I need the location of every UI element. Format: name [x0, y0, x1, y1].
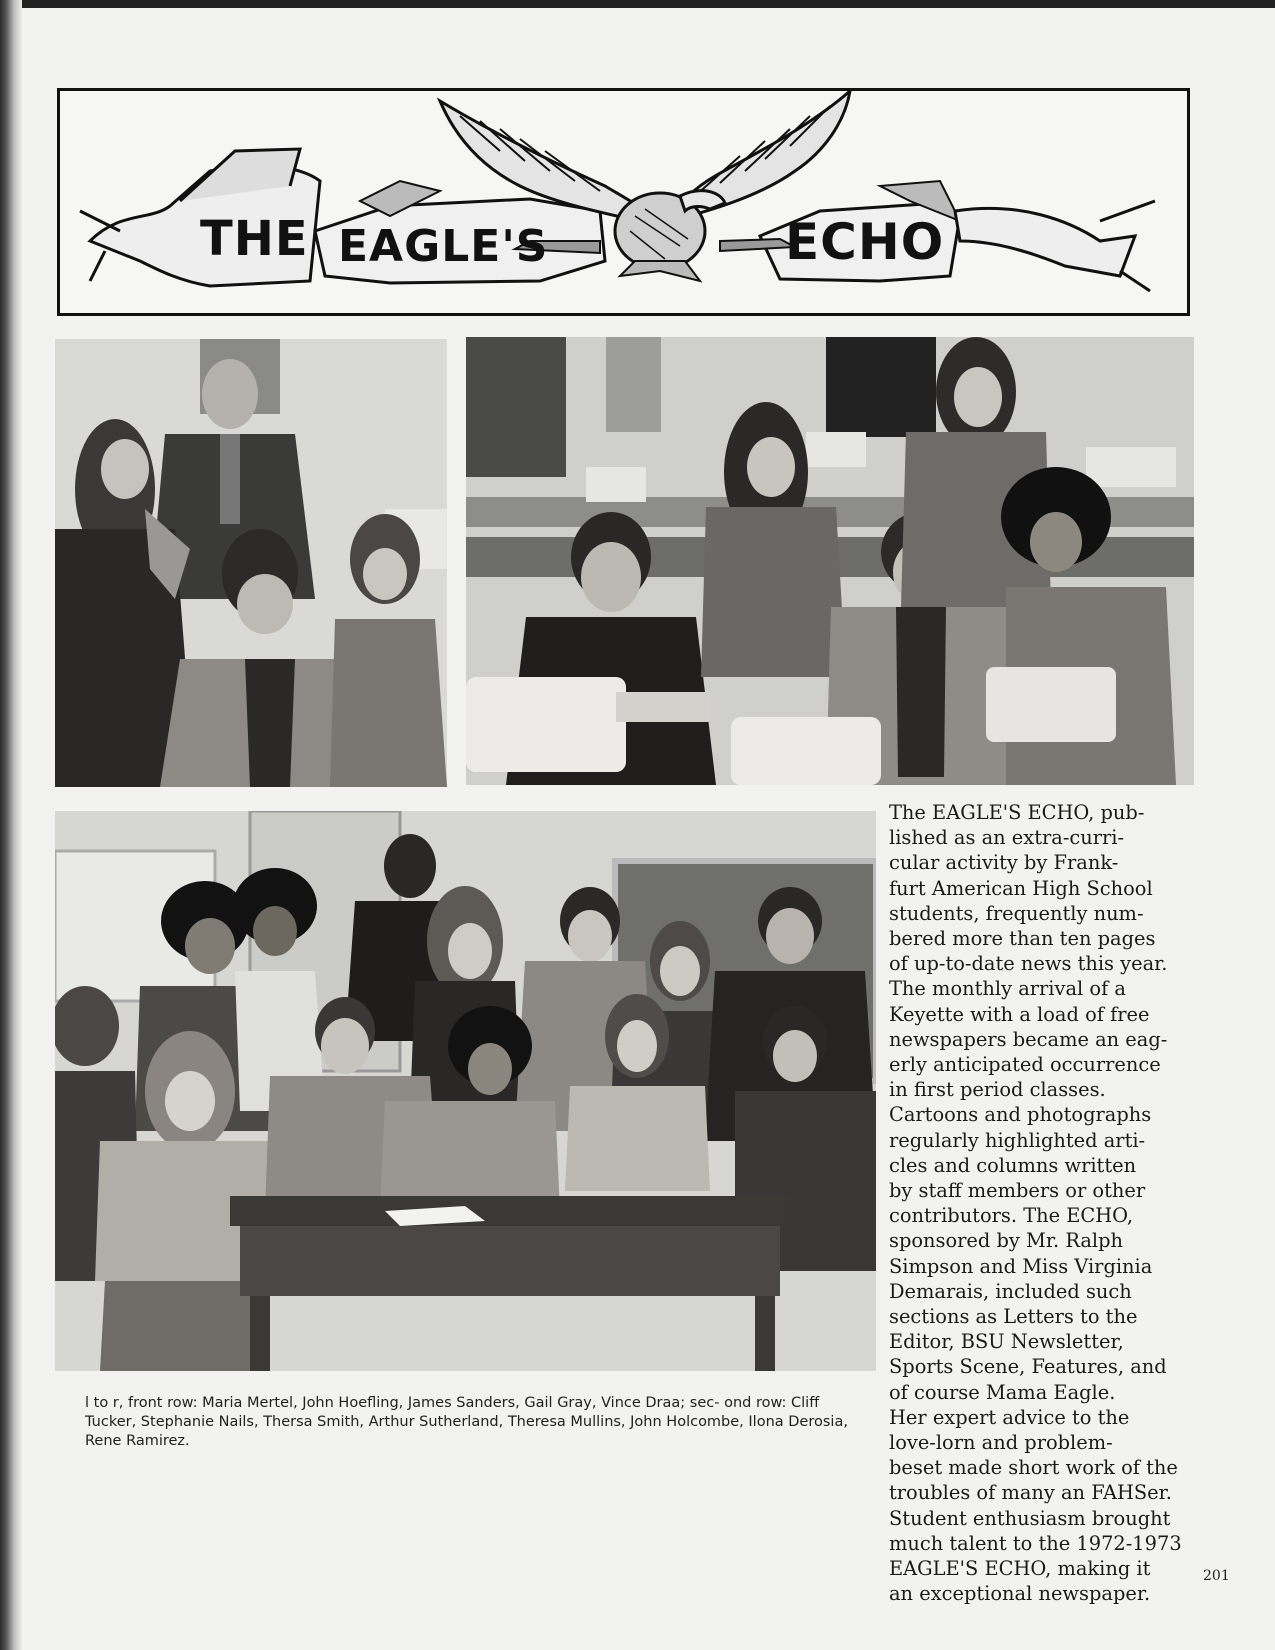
book-spine-shadow — [0, 0, 22, 1650]
page-top-edge — [0, 0, 1275, 8]
body-line: by staff members or other — [889, 1179, 1146, 1203]
body-line: bered more than ten pages — [889, 927, 1156, 951]
body-line: Keyette with a load of free — [889, 1002, 1150, 1026]
photo-staff-group-portrait — [55, 811, 876, 1371]
body-line: Her expert advice to the — [889, 1405, 1130, 1429]
banner-word-eagles: EAGLE'S — [338, 221, 549, 272]
banner-word-echo: ECHO — [785, 213, 945, 271]
body-line: Demarais, included such — [889, 1279, 1132, 1303]
body-line: EAGLE'S ECHO, making it — [889, 1557, 1151, 1581]
body-line: lished as an extra-curri- — [889, 826, 1125, 850]
banner-word-the: THE — [200, 211, 309, 267]
body-line: The monthly arrival of a — [889, 977, 1126, 1001]
body-line: cles and columns written — [889, 1153, 1137, 1177]
body-line: Cartoons and photographs — [889, 1103, 1152, 1127]
body-line: troubles of many an FAHSer. — [889, 1481, 1172, 1505]
body-line: Simpson and Miss Virginia — [889, 1254, 1153, 1278]
body-line: erly anticipated occurrence — [889, 1053, 1161, 1077]
photo-students-at-typewriters — [466, 337, 1194, 785]
photo-sponsors-with-students — [55, 339, 447, 787]
body-line: sponsored by Mr. Ralph — [889, 1229, 1124, 1253]
body-line: beset made short work of the — [889, 1456, 1178, 1480]
body-line: of up-to-date news this year. — [889, 952, 1168, 976]
body-line: contributors. The ECHO, — [889, 1204, 1134, 1228]
body-line: Editor, BSU Newsletter, — [889, 1330, 1124, 1354]
eagle-banner-illustration — [60, 91, 1187, 313]
body-line: love-lorn and problem- — [889, 1431, 1113, 1455]
body-line: Student enthusiasm brought — [889, 1506, 1171, 1530]
page-number: 201 — [1203, 1568, 1230, 1584]
body-line: Sports Scene, Features, and — [889, 1355, 1167, 1379]
body-line: regularly highlighted arti- — [889, 1128, 1146, 1152]
body-line: in first period classes. — [889, 1078, 1106, 1102]
body-line: much talent to the 1972-1973 — [889, 1531, 1182, 1555]
article-body — [889, 800, 1219, 1607]
body-line: cular activity by Frank- — [889, 851, 1119, 875]
masthead-banner — [57, 88, 1190, 316]
body-line: students, frequently num- — [889, 901, 1144, 925]
group-photo-caption: l to r, front row: Maria Mertel, John Hoefling, James Sanders, Gail Gray, Vince Draa; sec- ond row: Cliff Tucker, Stephanie Nails, Thersa Smith, Arthur Sutherland, Theresa Mullins, John Holcombe, Ilona Derosia, Rene Ramirez. — [85, 1395, 848, 1449]
body-line: newspapers became an eag- — [889, 1027, 1168, 1051]
body-line: The EAGLE'S ECHO, pub- — [889, 801, 1145, 824]
body-line: of course Mama Eagle. — [889, 1380, 1116, 1404]
body-line: an exceptional newspaper. — [889, 1582, 1151, 1606]
body-line: furt American High School — [889, 876, 1153, 900]
body-line: sections as Letters to the — [889, 1305, 1138, 1329]
